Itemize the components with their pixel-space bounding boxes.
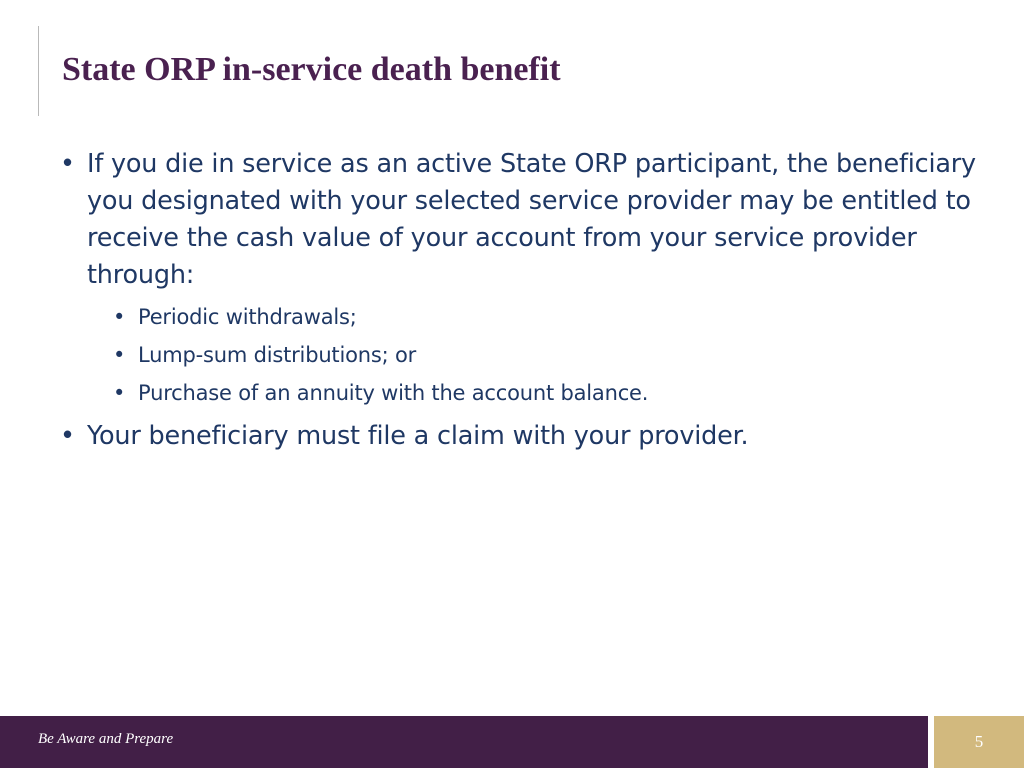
slide-title: State ORP in-service death benefit — [62, 51, 561, 88]
bullet-list — [60, 146, 980, 455]
sub-bullet-text: Purchase of an annuity with the account balance. — [138, 381, 649, 405]
sub-bullet-list — [113, 298, 980, 412]
sub-bullet-glyph: • — [113, 343, 126, 367]
footer-text: Be Aware and Prepare — [38, 731, 174, 747]
page-number: 5 — [974, 732, 984, 751]
bullet-text: Your beneficiary must file a claim with your provider. — [87, 421, 749, 451]
bullet-item — [60, 146, 980, 412]
sub-bullet-item — [113, 336, 980, 374]
sub-bullet-item — [113, 374, 980, 412]
sub-bullet-item — [113, 298, 980, 336]
slide-content — [60, 146, 980, 455]
sub-bullet-text: Lump-sum distributions; or — [138, 343, 417, 367]
bullet-glyph: • — [60, 149, 75, 179]
sub-bullet-text: Periodic withdrawals; — [138, 305, 357, 329]
bullet-text: If you die in service as an active State ORP participant, the beneficiary you designated with your selected service provider may be entitled to receive the cash value of your account from your service provider through: — [87, 149, 976, 290]
sub-bullet-glyph: • — [113, 381, 126, 405]
footer-bar — [0, 716, 928, 768]
sub-bullet-glyph: • — [113, 305, 126, 329]
bullet-item — [60, 418, 980, 455]
title-divider — [38, 26, 39, 116]
bullet-glyph: • — [60, 421, 75, 451]
page-number-box — [934, 716, 1024, 768]
